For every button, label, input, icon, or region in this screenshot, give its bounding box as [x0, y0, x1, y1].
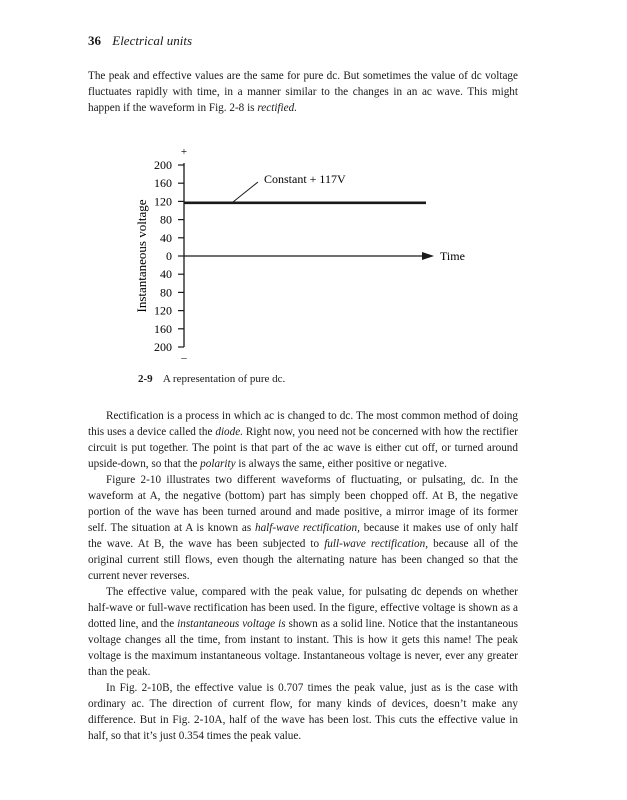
y-tick-label: 0 [166, 249, 172, 263]
paragraph-figure-2-10 [88, 472, 518, 584]
y-tick-label: 120 [154, 194, 172, 209]
p3-italic-instantaneous: instantaneous voltage is [177, 618, 286, 630]
caption-text: A representation of pure dc. [162, 373, 286, 385]
y-tick-label: 120 [154, 303, 172, 318]
p2-italic-half-wave: half-wave rectification, [254, 522, 360, 534]
paragraph-rectification [88, 408, 518, 472]
annotation-label: Constant + 117V [264, 172, 346, 186]
p3-text-c: shown as a solid line. Notice that the instantaneous voltage changes all the time, from instant to instant. This is how it gets this name! The peak voltage is the maximum instantaneous voltage. Instantaneous voltage is never, ever any greater than the peak. [88, 618, 519, 678]
y-tick-label: 40 [160, 267, 172, 282]
p2-text-c: because it makes use of only half the wave. At B, the wave has been subjected to [88, 522, 519, 550]
page-number: 36 [88, 33, 101, 48]
figure-caption [138, 373, 285, 385]
p1-text-a: Rectification is a process in which ac is changed to dc. The most common method of doing this uses a device called the [88, 410, 518, 438]
y-tick-label: 80 [160, 212, 172, 227]
p3-text-a: The effective value, compared with the peak value, for pulsating dc depends on whether half-wave or full-wave rectification has been used. In the figure, effective voltage is shown as a dotted line, and the [88, 586, 518, 630]
y-axis-label: Instantaneous voltage [134, 199, 149, 313]
intro-italic: rectified. [257, 102, 298, 114]
y-tick-label: 80 [160, 285, 172, 300]
annotation-leader [233, 182, 258, 202]
paragraph-fig-2-10b [88, 680, 518, 744]
running-title: Electrical units [112, 33, 193, 48]
y-tick-label: 160 [154, 176, 172, 191]
p1-text-c: Right now, you need not be concerned with how the rectifier circuit is put together. The point is that part of the ac wave is either cut off, or turned around upside-down, so that the [88, 426, 518, 470]
p1-italic-polarity: polarity [200, 458, 236, 470]
y-tick-label: 200 [154, 158, 172, 172]
paragraph-effective-value [88, 584, 518, 680]
time-axis-arrowhead [422, 252, 434, 260]
p2-italic-full-wave: full-wave rectification, [324, 538, 429, 550]
x-axis-label: Time [440, 249, 465, 263]
intro-text: The peak and effective values are the same for pure dc. But sometimes the value of dc voltage fluctuates rapidly with time, in a manner similar to the changes in an ac wave. This might happen if the waveform in Fig. 2-8 is [88, 70, 518, 114]
body-text [88, 408, 518, 744]
caption-number: 2-9 [138, 373, 153, 385]
p1-italic-diode: diode. [215, 426, 243, 438]
y-tick-label: 200 [154, 340, 172, 354]
p2-text-a: Figure 2-10 illustrates two different waveforms of fluctuating, or pulsating, dc. In the waveform at A, the negative (bottom) part has simply been chopped off. At B, the negative portion of the wave has been turned around and made positive, a mirror image of its former self. The situation at A is known as [88, 474, 518, 534]
y-tick-label: 160 [154, 321, 172, 336]
p4-text-a: In Fig. 2-10B, the effective value is 0.707 times the peak value, just as is the case with ordinary ac. The direction of current flow, for many kinds of devices, doesn’t make any difference. But in Fig. 2-10A, half of the wave has been lost. This cuts the effective value in half, so that it’s just 0.354 times the peak value. [88, 682, 518, 742]
y-axis-ticks [154, 158, 184, 354]
y-axis-plus-sign: + [180, 146, 188, 158]
p2-text-e: because all of the original current still flows, even though the alternating nature has been changed so that the current never reverses. [88, 538, 519, 582]
y-tick-label: 40 [160, 230, 172, 245]
y-axis-minus-sign: – [181, 352, 187, 364]
p1-text-e: is always the same, either positive or negative. [235, 458, 447, 470]
